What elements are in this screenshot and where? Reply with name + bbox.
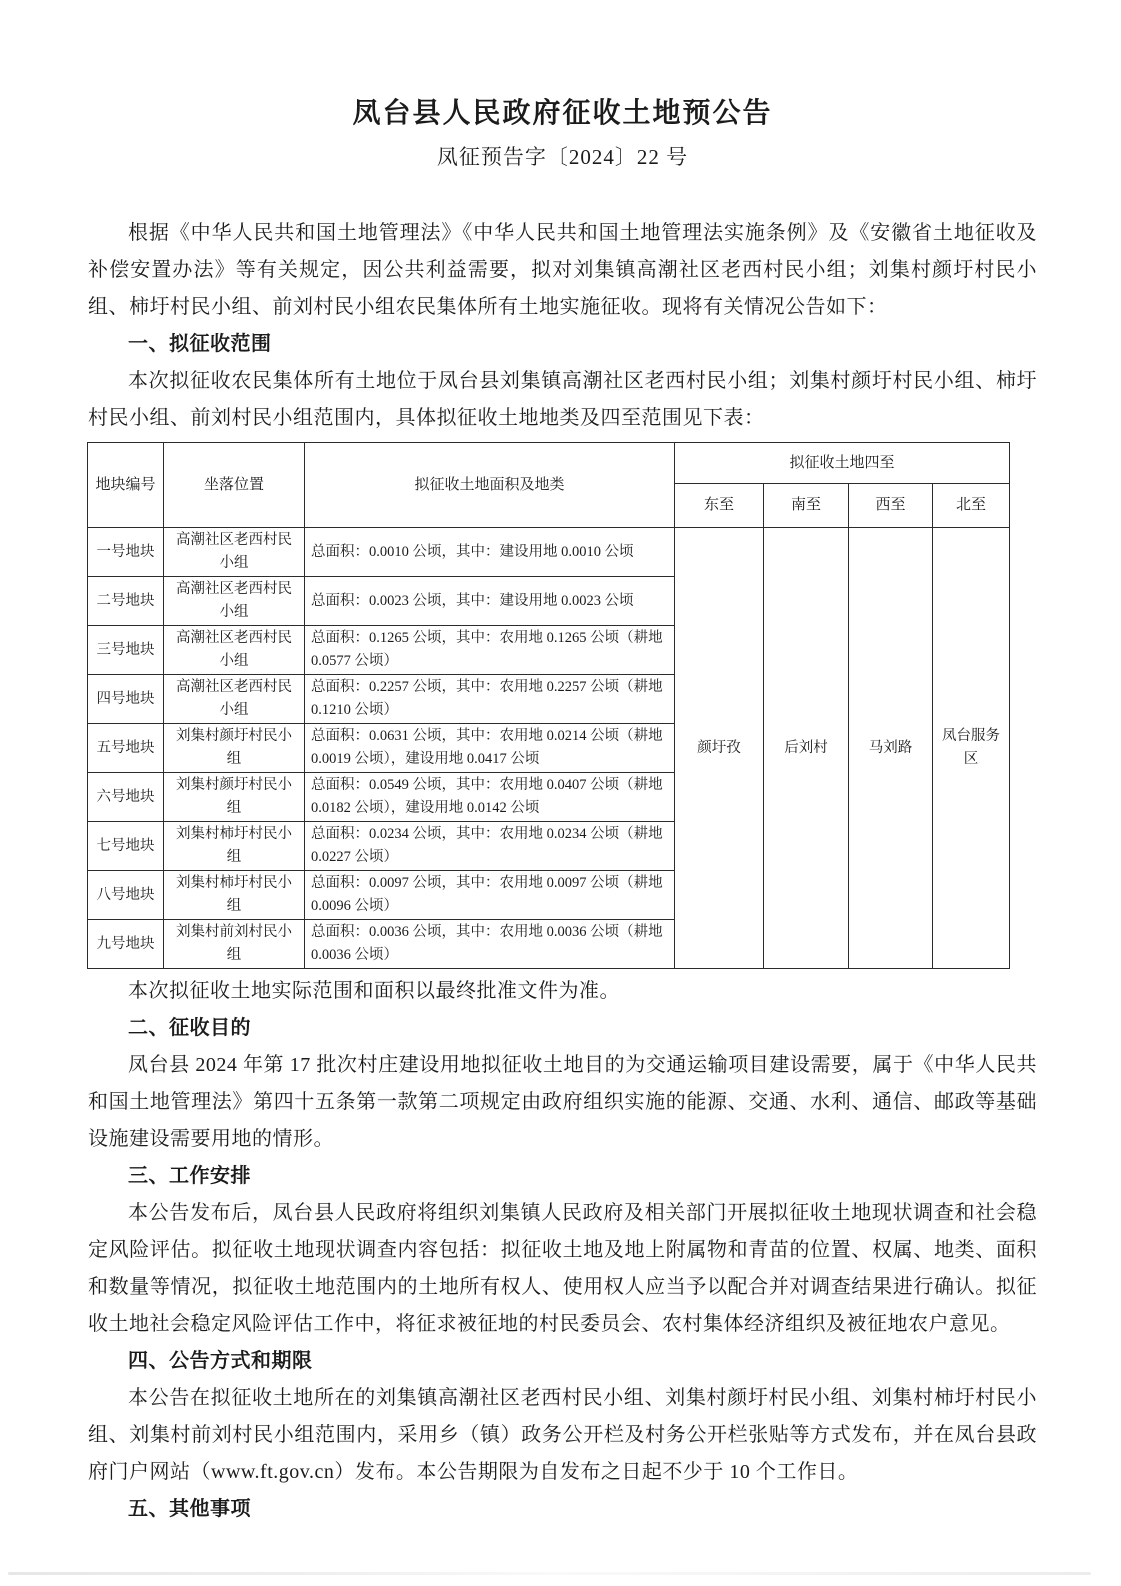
area-cell: 总面积：0.0549 公顷，其中：农用地 0.0407 公顷（耕地 0.0182 公顷），建设用地 0.0142 公顷 bbox=[305, 773, 675, 822]
section-1-heading: 一、拟征收范围 bbox=[128, 333, 272, 355]
location-cell: 刘集村颜圩村民小组 bbox=[164, 724, 305, 773]
area-cell: 总面积：0.1265 公顷，其中：农用地 0.1265 公顷（耕地 0.0577 公顷） bbox=[305, 626, 675, 675]
section-1-paragraph: 本次拟征收农民集体所有土地位于凤台县刘集镇高潮社区老西村民小组；刘集村颜圩村民小组、柿圩村民小组、前刘村民小组范围内，具体拟征收土地地类及四至范围见下表： bbox=[88, 370, 1037, 429]
boundary-east-cell: 颜圩孜 bbox=[675, 528, 764, 969]
section-3-paragraph: 本公告发布后，凤台县人民政府将组织刘集镇人民政府及相关部门开展拟征收土地现状调查和社会稳定风险评估。拟征收土地现状调查内容包括：拟征收土地及地上附属物和青苗的位置、权属、地类、面积和数量等情况，拟征收土地范围内的土地所有权人、使用权人应当予以配合并对调查结果进行确认。拟征收土地社会稳定风险评估工作中，将征求被征地的村民委员会、农村集体经济组织及被征地农户意见。 bbox=[88, 1202, 1037, 1335]
col-header-area-type: 拟征收土地面积及地类 bbox=[305, 443, 675, 528]
scan-bottom-edge-artifact bbox=[8, 1572, 1091, 1575]
intro-paragraph: 根据《中华人民共和国土地管理法》《中华人民共和国土地管理法实施条例》及《安徽省土地征收及补偿安置办法》等有关规定，因公共利益需要，拟对刘集镇高潮社区老西村民小组；刘集村颜圩村民小组、柿圩村民小组、前刘村民小组农民集体所有土地实施征收。现将有关情况公告如下： bbox=[88, 222, 1037, 318]
plot-number-cell: 三号地块 bbox=[88, 626, 164, 675]
section-4-paragraph: 本公告在拟征收土地所在的刘集镇高潮社区老西村民小组、刘集村颜圩村民小组、刘集村柿圩村民小组、刘集村前刘村民小组范围内，采用乡（镇）政务公开栏及村务公开栏张贴等方式发布，并在凤台县政府门户网站（www.ft.gov.cn）发布。本公告期限为自发布之日起不少于 10 个工作日。 bbox=[88, 1387, 1037, 1483]
section-2-heading: 二、征收目的 bbox=[128, 1017, 251, 1039]
col-header-west: 西至 bbox=[849, 484, 933, 528]
area-cell: 总面积：0.0097 公顷，其中：农用地 0.0097 公顷（耕地 0.0096 公顷） bbox=[305, 871, 675, 920]
plot-number-cell: 九号地块 bbox=[88, 920, 164, 969]
location-cell: 高潮社区老西村民小组 bbox=[164, 675, 305, 724]
table-header-row-1 bbox=[88, 443, 1010, 484]
section-5-heading: 五、其他事项 bbox=[128, 1498, 251, 1520]
location-cell: 高潮社区老西村民小组 bbox=[164, 577, 305, 626]
col-header-south: 南至 bbox=[764, 484, 849, 528]
table-footnote: 本次拟征收土地实际范围和面积以最终批准文件为准。 bbox=[128, 980, 620, 1002]
plot-number-cell: 六号地块 bbox=[88, 773, 164, 822]
plot-number-cell: 五号地块 bbox=[88, 724, 164, 773]
area-cell: 总面积：0.0023 公顷，其中：建设用地 0.0023 公顷 bbox=[305, 577, 675, 626]
location-cell: 刘集村柿圩村民小组 bbox=[164, 822, 305, 871]
section-2-paragraph: 凤台县 2024 年第 17 批次村庄建设用地拟征收土地目的为交通运输项目建设需要，属于《中华人民共和国土地管理法》第四十五条第一款第二项规定由政府组织实施的能源、交通、水利、通信、邮政等基础设施建设需要用地的情形。 bbox=[88, 1054, 1037, 1150]
plot-number-cell: 一号地块 bbox=[88, 528, 164, 577]
location-cell: 刘集村柿圩村民小组 bbox=[164, 871, 305, 920]
area-cell: 总面积：0.0234 公顷，其中：农用地 0.0234 公顷（耕地 0.0227 公顷） bbox=[305, 822, 675, 871]
plot-number-cell: 二号地块 bbox=[88, 577, 164, 626]
location-cell: 刘集村颜圩村民小组 bbox=[164, 773, 305, 822]
document-title: 凤台县人民政府征收土地预公告 bbox=[352, 98, 773, 129]
boundary-north-cell: 凤台服务区 bbox=[933, 528, 1010, 969]
location-cell: 刘集村前刘村民小组 bbox=[164, 920, 305, 969]
section-4-heading: 四、公告方式和期限 bbox=[128, 1350, 313, 1372]
location-cell: 高潮社区老西村民小组 bbox=[164, 528, 305, 577]
plot-number-cell: 四号地块 bbox=[88, 675, 164, 724]
area-cell: 总面积：0.0036 公顷，其中：农用地 0.0036 公顷（耕地 0.0036 公顷） bbox=[305, 920, 675, 969]
col-header-east: 东至 bbox=[675, 484, 764, 528]
table-row-plot-1 bbox=[88, 528, 1010, 577]
document-number: 凤征预告字〔2024〕22 号 bbox=[436, 145, 689, 169]
area-cell: 总面积：0.0010 公顷，其中：建设用地 0.0010 公顷 bbox=[305, 528, 675, 577]
land-parcel-table bbox=[87, 442, 1010, 969]
location-cell: 高潮社区老西村民小组 bbox=[164, 626, 305, 675]
col-header-boundaries-group: 拟征收土地四至 bbox=[675, 443, 1010, 484]
boundary-south-cell: 后刘村 bbox=[764, 528, 849, 969]
col-header-north: 北至 bbox=[933, 484, 1010, 528]
col-header-plot-no: 地块编号 bbox=[88, 443, 164, 528]
section-3-heading: 三、工作安排 bbox=[128, 1165, 251, 1187]
plot-number-cell: 七号地块 bbox=[88, 822, 164, 871]
area-cell: 总面积：0.0631 公顷，其中：农用地 0.0214 公顷（耕地 0.0019 公顷），建设用地 0.0417 公顷 bbox=[305, 724, 675, 773]
area-cell: 总面积：0.2257 公顷，其中：农用地 0.2257 公顷（耕地 0.1210 公顷） bbox=[305, 675, 675, 724]
plot-number-cell: 八号地块 bbox=[88, 871, 164, 920]
boundary-west-cell: 马刘路 bbox=[849, 528, 933, 969]
col-header-location: 坐落位置 bbox=[164, 443, 305, 528]
